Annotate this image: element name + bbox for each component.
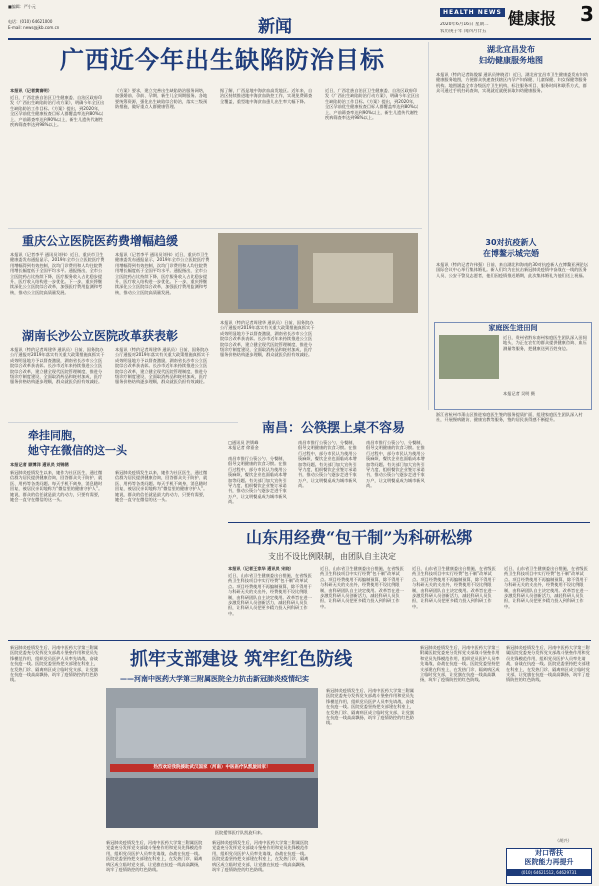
story6-byline: 本报讯（记者王家华 通讯员 宋晓） [228,566,294,571]
story7-body-f: 新冠肺炎疫情发生后，河南中医药大学第三附属医院党委充分发挥党支部战斗堡垒作用和党员先锋模范作用，组织党员医护人员率先请战，奋战在抗疫一线。医院党委坚持把支部建在科室上，在发热门诊、隔离病区成立临时党支部，让党旗在抗疫一线高高飘扬，筑牢了疫情防控的红色防线。 [506,645,590,683]
top-story-body-b: 《方案》要求，建立完善出生缺陷防治服务网络，加强婚前、孕前、孕期、新生儿全周期服务。各地要统筹资源，强化出生缺陷综合防治，落实三级预防措施，做好重点人群健康管理。 [115,88,208,110]
top-story-byline: 本报讯（记者黄裔明） [10,88,52,93]
story7-body-c: 新冠肺炎疫情发生后，河南中医药大学第三附属医院党委充分发挥党支部战斗堡垒作用和党员先锋模范作用，组织党员医护人员率先请战，奋战在抗疫一线。医院党委坚持把支部建在科室上，在发热门诊、隔离病区成立临时党支部，让党旗在抗疫一线高高飘扬，筑牢了疫情防控的红色防线。 [212,840,309,873]
story3-headline: 湖南长沙公立医院改革获表彰 [22,329,179,343]
home-doctor-photo [439,335,499,379]
story7-photo-caption: 医院援鄂医疗队凯旋归来。 [214,830,266,835]
sidebar-body-2: 本报讯（特约记者许伟强）日前，来自湖北和海南的30对抗疫新人在博鳌亚洲论坛国际会议中心举行集体婚礼。新人们均为在抗击新冠肺炎疫情中奋战在一线的医务人员、公安干警及志愿者，他们因疫情推迟婚期，此次集体婚礼为他们送上祝福。 [436,262,588,278]
story3-body-a: 本报讯（特约记者周建华 通讯员）日前，国务院办公厅通报对2019年落实有关重大政策措施真抓实干成效明显地方予以督查激励，湖南省长沙市公立医院综合改革获表彰。长沙市近年来持续推进公立医院综合改革，建立健全现代医院管理制度，推进分级诊疗制度建设，全面取消药品和耗材加成，医疗服务价格结构逐步理顺，群众就医负担有效减轻。 [10,347,105,385]
story4-byline: 本报记者 顾博洋 通讯员 刘锦锈 [10,462,69,467]
divider-6 [228,522,590,523]
story3-body-c: 本报讯（特约记者周建华 通讯员）日前，国务院办公厅通报对2019年落实有关重大政策措施真抓实干成效明显地方予以督查激励，湖南省长沙市公立医院综合改革获表彰。长沙市近年来持续推进公立医院综合改革，建立健全现代医院管理制度，推进分级诊疗制度建设，全面取消药品和耗材加成，医疗服务价格结构逐步理顺，群众就医负担有效减轻。 [220,320,315,358]
story6-body-d: 近日，山东省卫生健康委出台措施，在省级医药卫生科技项目中实行经费“包干制”改革试点。项目经费使用不再编制预算，除不得用于与科研无关的支出外，经费使用不设比例限制，由科研团队自主决定使用。改革旨在进一步激发科研人员创新活力，减轻科研人员负担，让科研人员把更多精力投入到科研工作中。 [504,566,588,609]
story2-body-a: 本报讯（记者李平 通讯员刘伟）近日，重庆市卫生健康委发布通报显示，2019年全市公立医院医疗费用增幅得到有效控制，次均门诊费用和人均住院费用增长幅度低于全国平均水平。通报指出，全市公立医院药占比持续下降，医疗服务收入占比稳步提升，医疗收入结构进一步优化。下一步，重庆将继续深化公立医院综合改革，加强医疗费用监测和考核，推动公立医院高质量发展。 [10,252,105,295]
brand-en: HEALTH NEWS [440,8,505,17]
story7-credit: （胡兴） [555,838,572,843]
story5-body-b: 南昌市推行公筷公勺、分餐制，倡导文明健康的饮食习惯。在推行过程中，部分市民认为使用公筷麻烦，餐饮企业也面临成本增加等问题。有关部门加大宣传引导力度，组织餐饮企业签订承诺书，推动公筷公勺逐步走进千家万户，让文明餐桌成为城市新风尚。 [298,440,357,489]
sidebar-title-2: 30对抗疫新人 在博鳌示城完婚 [483,238,539,258]
ad-box [506,848,592,884]
header-rule [8,38,591,40]
story4-headline: 牵挂同胞， 她守在微信的这一头 [28,429,127,457]
story5-body-a: 南昌市推行公筷公勺、分餐制，倡导文明健康的饮食习惯。在推行过程中，部分市民认为使用公筷麻烦，餐饮企业也面临成本增加等问题。有关部门加大宣传引导力度，组织餐饮企业签订承诺书，推动公筷公勺逐步走进千家万户，让文明餐桌成为城市新风尚。 [228,456,287,505]
story7-subhead: ——河南中医药大学第三附属医院全力抗击新冠肺炎疫情纪实 [120,675,309,683]
story3-body-b: 本报讯（特约记者周建华 通讯员）日前，国务院办公厅通报对2019年落实有关重大政策措施真抓实干成效明显地方予以督查激励，湖南省长沙市公立医院综合改革获表彰。长沙市近年来持续推进公立医院综合改革，建立健全现代医院管理制度，推进分级诊疗制度建设，全面取消药品和耗材加成，医疗服务价格结构逐步理顺，群众就医负担有效减轻。 [115,347,210,385]
story7-body-d: 新冠肺炎疫情发生后，河南中医药大学第三附属医院党委充分发挥党支部战斗堡垒作用和党员先锋模范作用，组织党员医护人员率先请战，奋战在抗疫一线。医院党委坚持把支部建在科室上，在发热门诊、隔离病区成立临时党支部，让党旗在抗疫一线高高飘扬，筑牢了疫情防控的红色防线。 [326,688,414,726]
story6-body-b: 近日，山东省卫生健康委出台措施，在省级医药卫生科技项目中实行经费“包干制”改革试点。项目经费使用不再编制预算，除不得用于与科研无关的支出外，经费使用不设比例限制，由科研团队自主决定使用。改革旨在进一步激发科研人员创新活力，减轻科研人员负担，让科研人员把更多精力投入到科研工作中。 [320,566,404,609]
story5-body-c: 南昌市推行公筷公勺、分餐制，倡导文明健康的饮食习惯。在推行过程中，部分市民认为使用公筷麻烦，餐饮企业也面临成本增加等问题。有关部门加大宣传引导力度，组织餐饮企业签订承诺书，推动公筷公勺逐步走进千家万户，让文明餐桌成为城市新风尚。 [366,440,425,489]
home-doctor-box [434,322,592,410]
story4-body-a: 新冠肺炎疫情发生以来，她作为社区医生，通过微信群为居民提供健康咨询，回答群众关于防护、就医、用药等各类问题。每天手机不离身，消息随时回复，被居民亲切地称为“微信里的健康守护人”。她说，群众的信任就是最大的动力，只要有需要，她会一直守在微信的这一头。 [10,470,103,503]
top-story-body-a: 近日，广西壮族自治区卫生健康委、自治区政府印发《广西出生缺陷防治行动方案》，明确今年全区出生缺陷防治工作目标。《方案》提出，到2020年，全区孕前优生健康检查目标人群覆盖率达到80%以上，产前筛查率达到90%以上，新生儿遗传代谢性疾病筛查率达到98%以上。 [10,95,105,128]
page-number: 3 [580,2,594,26]
story6-body-c: 近日，山东省卫生健康委出台措施，在省级医药卫生科技项目中实行经费“包干制”改革试点。项目经费使用不再编制预算，除不得用于与科研无关的支出外，经费使用不设比例限制，由科研团队自主决定使用。改革旨在进一步激发科研人员创新活力，减轻科研人员负担，让科研人员把更多精力投入到科研工作中。 [412,566,496,609]
issue-lunar: 农历庚子年 闰四月廿五 [440,29,487,34]
story7-body-b: 新冠肺炎疫情发生后，河南中医药大学第三附属医院党委充分发挥党支部战斗堡垒作用和党员先锋模范作用，组织党员医护人员率先请战，奋战在抗疫一线。医院党委坚持把支部建在科室上，在发热门诊、隔离病区成立临时党支部，让党旗在抗疫一线高高飘扬，筑牢了疫情防控的红色防线。 [106,840,203,873]
sidebar-divider [428,42,429,410]
story7-headline: 抓牢支部建设 筑牢红色防线 [130,649,353,670]
story2-headline: 重庆公立医院医药费增幅趋缓 [22,234,179,248]
top-story-photo [218,233,418,313]
story5-byline: □通讯员 洪钏峰 本报记者 徐嘉金 [228,440,259,451]
top-story-body-d: 近日，广西壮族自治区卫生健康委、自治区政府印发《广西出生缺陷防治行动方案》，明确今年全区出生缺陷防治工作目标。《方案》提出，到2020年，全区孕前优生健康检查目标人群覆盖率达到80%以上，产前筛查率达到90%以上，新生儿遗传代谢性疾病筛查率达到98%以上。 [325,88,420,121]
section-title: 新闻 [258,17,292,37]
issue-date: 2020年6月16日 星期二 [440,22,489,27]
brand-cn: 健康报 [508,9,557,28]
divider-4 [8,422,238,423]
story6-headline: 山东用经费“包干制”为科研松绑 [246,528,473,547]
story4-body-b: 新冠肺炎疫情发生以来，她作为社区医生，通过微信群为居民提供健康咨询，回答群众关于防护、就医、用药等各类问题。每天手机不离身，消息随时回复，被居民亲切地称为“微信里的健康守护人”。她说，群众的信任就是最大的动力，只要有需要，她会一直守在微信的这一头。 [115,470,208,503]
ad-phone: (010) 64621512, 64629731 [507,869,591,876]
masthead-email: E-mail: news@jkb.com.cn [8,24,60,30]
top-story-body-c: 据了解，广西是地中海贫血高发地区。近年来，自治区持续推进地中海贫血防控工作，实现免费筛查全覆盖，重型地中海贫血患儿出生率大幅下降。 [220,88,313,104]
story7-photo [106,688,318,828]
home-doctor-caption: 近日，贵州省黔东南州家庭医生团队深入田间地头，为正在农忙的群众提供健康咨询、血压测量等服务，把健康送到百姓身边。 [503,335,587,351]
story7-left-col: 新冠肺炎疫情发生后，河南中医药大学第三附属医院党委充分发挥党支部战斗堡垒作用和党员先锋模范作用，组织党员医护人员率先请战，奋战在抗疫一线。医院党委坚持把支部建在科室上，在发热门诊、隔离病区成立临时党支部，让党旗在抗疫一线高高飘扬，筑牢了疫情防控的红色防线。 [10,645,98,683]
story5-headline: 南昌：公筷摆上桌不容易 [262,421,406,436]
ad-line2: 医院能力再提升 [524,858,574,866]
story7-body-e: 新冠肺炎疫情发生后，河南中医药大学第三附属医院党委充分发挥党支部战斗堡垒作用和党员先锋模范作用，组织党员医护人员率先请战，奋战在抗疫一线。医院党委坚持把支部建在科室上，在发热门诊、隔离病区成立临时党支部，让党旗在抗疫一线高高飘扬，筑牢了疫情防控的红色防线。 [420,645,500,683]
masthead-editor-small: ■编辑：严小元 [8,4,36,9]
divider-2 [8,228,422,229]
top-headline: 广西近今年出生缺陷防治目标 [60,45,385,74]
ad-line1: 对口帮扶 [535,849,563,857]
story7-photo-banner: 热烈欢迎我院援助武汉国家（河南）中医医疗队凯旋回家！ [110,764,314,772]
sidebar-body-1: 本报讯（特约记者陈俊霖 通讯员钟晓君）近日，湖北省宜昌市卫生健康委发布妇幼健康服务地图，方便群众快速查找辖区内孕产妇保健、儿童保健、妇女保健等服务机构。地图涵盖全市各级医疗卫生机构，标注服务项目、服务时间和联系方式，群众可通过手机扫码查询，实现就近就便获取妇幼健康服务。 [436,72,589,94]
masthead-left [8,4,88,36]
home-doctor-title: 家庭医生进田间 [488,324,538,332]
divider-7 [8,640,591,641]
masthead-phone: 电话：(010) 64621000 [8,19,53,25]
story6-body-a: 近日，山东省卫生健康委出台措施，在省级医药卫生科技项目中实行经费“包干制”改革试点。项目经费使用不再编制预算，除不得用于与科研无关的支出外，经费使用不设比例限制，由科研团队自主决定使用。改革旨在进一步激发科研人员创新活力，减轻科研人员负担，让科研人员把更多精力投入到科研工作中。 [228,573,312,616]
sidebar-body-3: 浙江省杭州市萧山区推进家庭医生签约服务提质扩面，组建家庭医生团队深入村社，开展慢病随访、健康宣教等服务，签约居民获得感不断提升。 [436,412,583,423]
home-doctor-credit: 本报记者 吴明 摄 [503,391,535,396]
story2-body-b: 本报讯（记者李平 通讯员刘伟）近日，重庆市卫生健康委发布通报显示，2019年全市公立医院医疗费用增幅得到有效控制，次均门诊费用和人均住院费用增长幅度低于全国平均水平。通报指出，全市公立医院药占比持续下降，医疗服务收入占比稳步提升，医疗收入结构进一步优化。下一步，重庆将继续深化公立医院综合改革，加强医疗费用监测和考核，推动公立医院高质量发展。 [115,252,210,295]
sidebar-title-1: 湖北宜昌发布 妇幼健康服务地图 [479,45,543,65]
story6-subhead: 支出不设比例限制，由团队自主决定 [268,552,396,561]
